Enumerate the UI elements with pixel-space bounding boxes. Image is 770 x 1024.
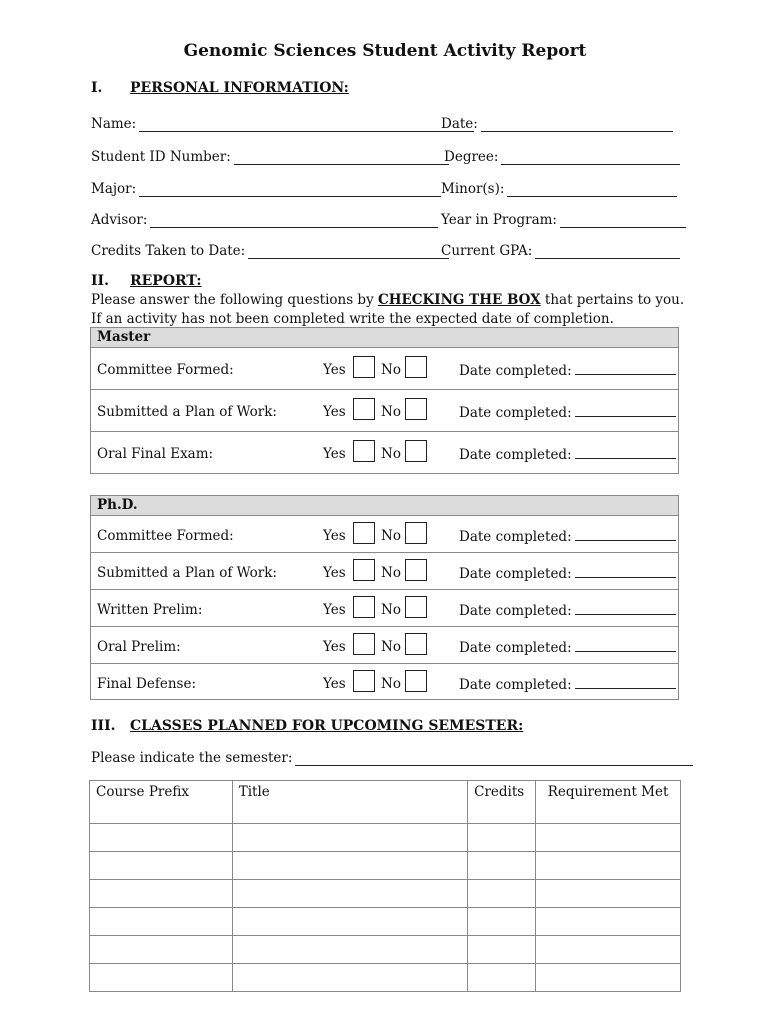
yes-checkbox[interactable]: [353, 596, 375, 618]
course-row: [90, 824, 681, 852]
credits-input-line[interactable]: [248, 245, 449, 259]
course-cell[interactable]: [232, 908, 467, 936]
course-cell[interactable]: [468, 880, 536, 908]
activity-label: Committee Formed:: [97, 527, 234, 544]
course-cell[interactable]: [468, 936, 536, 964]
course-cell[interactable]: [90, 880, 233, 908]
date-completed-field: [459, 528, 676, 545]
degree-label: Degree:: [444, 149, 499, 165]
no-checkbox[interactable]: [405, 440, 427, 462]
course-cell[interactable]: [536, 852, 681, 880]
gpa-field: [441, 243, 680, 259]
gpa-input-line[interactable]: [535, 245, 680, 259]
date-completed-label: Date completed:: [459, 447, 572, 463]
yes-label: Yes: [323, 564, 346, 581]
date-completed-label: Date completed:: [459, 528, 572, 545]
course-cell[interactable]: [536, 880, 681, 908]
yes-label: Yes: [323, 404, 346, 420]
course-cell[interactable]: [468, 824, 536, 852]
date-completed-field: [459, 565, 676, 582]
semester-input-line[interactable]: [295, 752, 693, 766]
advisor-label: Advisor:: [91, 212, 148, 228]
no-checkbox[interactable]: [405, 596, 427, 618]
yes-checkbox[interactable]: [353, 356, 375, 378]
yes-checkbox[interactable]: [353, 670, 375, 692]
date-completed-field: [459, 676, 676, 693]
student-id-input-line[interactable]: [234, 151, 449, 165]
phd-table: [90, 495, 679, 700]
minor-field: [441, 181, 677, 197]
col-requirement-met: Requirement Met: [536, 781, 681, 824]
date-completed-label: Date completed:: [459, 639, 572, 656]
instructions-emphasis: CHECKING THE BOX: [378, 292, 541, 308]
course-cell[interactable]: [90, 964, 233, 992]
yes-checkbox[interactable]: [353, 522, 375, 544]
course-cell[interactable]: [90, 852, 233, 880]
activity-label: Committee Formed:: [97, 362, 234, 378]
page-title: Genomic Sciences Student Activity Report: [183, 41, 587, 61]
yes-label: Yes: [323, 446, 346, 462]
course-row: [90, 964, 681, 992]
date-completed-line[interactable]: [575, 528, 676, 541]
instructions: [91, 291, 691, 329]
no-checkbox[interactable]: [405, 522, 427, 544]
activity-label: Final Defense:: [97, 675, 196, 692]
name-field: [91, 116, 474, 132]
col-title: Title: [232, 781, 467, 824]
yes-label: Yes: [323, 638, 346, 655]
phd-row: [91, 627, 678, 664]
no-label: No: [381, 638, 401, 655]
semester-field: [91, 750, 693, 766]
no-label: No: [381, 601, 401, 618]
section-report: [91, 273, 391, 293]
date-completed-line[interactable]: [575, 676, 676, 689]
course-cell[interactable]: [232, 852, 467, 880]
yes-label: Yes: [323, 675, 346, 692]
section-number: I.: [91, 80, 103, 96]
section-personal-info: [91, 80, 491, 100]
date-completed-field: [459, 602, 676, 619]
credits-label: Credits Taken to Date:: [91, 243, 246, 259]
activity-label: Submitted a Plan of Work:: [97, 404, 277, 420]
phd-row: [91, 553, 678, 590]
date-field: [441, 116, 673, 132]
date-completed-line[interactable]: [575, 446, 676, 459]
date-completed-line[interactable]: [575, 602, 676, 615]
activity-label: Written Prelim:: [97, 601, 203, 618]
date-completed-label: Date completed:: [459, 565, 572, 582]
master-row: [91, 432, 678, 474]
phd-header: Ph.D.: [91, 496, 678, 516]
year-field: [441, 212, 686, 228]
phd-row: [91, 664, 678, 701]
course-row: [90, 852, 681, 880]
no-checkbox[interactable]: [405, 356, 427, 378]
master-row: [91, 390, 678, 432]
date-completed-field: [459, 404, 676, 421]
minor-input-line[interactable]: [507, 183, 677, 197]
date-completed-line[interactable]: [575, 565, 676, 578]
date-completed-label: Date completed:: [459, 363, 572, 379]
major-input-line[interactable]: [139, 183, 441, 197]
yes-checkbox[interactable]: [353, 440, 375, 462]
minor-label: Minor(s):: [441, 181, 505, 197]
course-cell[interactable]: [90, 936, 233, 964]
yes-label: Yes: [323, 527, 346, 544]
no-label: No: [381, 564, 401, 581]
course-cell[interactable]: [232, 824, 467, 852]
yes-checkbox[interactable]: [353, 633, 375, 655]
name-input-line[interactable]: [139, 118, 474, 132]
master-header: Master: [91, 328, 678, 348]
course-cell[interactable]: [536, 908, 681, 936]
activity-label: Oral Prelim:: [97, 638, 181, 655]
semester-label: Please indicate the semester:: [91, 750, 293, 766]
col-course-prefix: Course Prefix: [90, 781, 233, 824]
no-label: No: [381, 404, 401, 420]
date-completed-label: Date completed:: [459, 405, 572, 421]
col-credits: Credits: [468, 781, 536, 824]
yes-label: Yes: [323, 362, 346, 378]
section-heading: CLASSES PLANNED FOR UPCOMING SEMESTER:: [130, 718, 524, 734]
course-row: [90, 936, 681, 964]
no-label: No: [381, 362, 401, 378]
section-number: II.: [91, 273, 109, 289]
date-input-line[interactable]: [481, 118, 673, 132]
date-completed-field: [459, 362, 676, 379]
advisor-field: [91, 212, 438, 228]
student-id-label: Student ID Number:: [91, 149, 231, 165]
course-cell[interactable]: [468, 852, 536, 880]
year-label: Year in Program:: [441, 212, 557, 228]
section-classes: [91, 718, 591, 738]
degree-input-line[interactable]: [501, 151, 680, 165]
course-cell[interactable]: [90, 908, 233, 936]
advisor-input-line[interactable]: [150, 214, 438, 228]
master-table: [90, 327, 679, 474]
section-heading: REPORT:: [130, 273, 202, 289]
section-heading: PERSONAL INFORMATION:: [130, 80, 349, 96]
date-completed-line[interactable]: [575, 639, 676, 652]
course-cell[interactable]: [232, 880, 467, 908]
phd-row: [91, 590, 678, 627]
course-cell[interactable]: [232, 964, 467, 992]
no-checkbox[interactable]: [405, 633, 427, 655]
student-id-field: [91, 149, 449, 165]
no-label: No: [381, 675, 401, 692]
date-completed-line[interactable]: [575, 404, 676, 417]
date-completed-field: [459, 639, 676, 656]
course-row: [90, 880, 681, 908]
date-completed-line[interactable]: [575, 362, 676, 375]
yes-label: Yes: [323, 601, 346, 618]
course-cell[interactable]: [536, 824, 681, 852]
course-cell[interactable]: [90, 824, 233, 852]
instructions-text-cont: that pertains to you. If an activity has not been completed write the expected date of completion.: [91, 292, 685, 327]
year-input-line[interactable]: [560, 214, 686, 228]
date-label: Date:: [441, 116, 478, 132]
date-completed-field: [459, 446, 676, 463]
master-row: [91, 348, 678, 390]
date-completed-label: Date completed:: [459, 602, 572, 619]
name-label: Name:: [91, 116, 137, 132]
activity-label: Oral Final Exam:: [97, 446, 214, 462]
yes-checkbox[interactable]: [353, 398, 375, 420]
major-field: [91, 181, 441, 197]
yes-checkbox[interactable]: [353, 559, 375, 581]
gpa-label: Current GPA:: [441, 243, 533, 259]
no-checkbox[interactable]: [405, 398, 427, 420]
no-label: No: [381, 527, 401, 544]
major-label: Major:: [91, 181, 137, 197]
phd-row: [91, 516, 678, 553]
courses-header-row: [90, 781, 681, 824]
no-checkbox[interactable]: [405, 559, 427, 581]
section-number: III.: [91, 718, 116, 734]
no-label: No: [381, 446, 401, 462]
courses-table: [89, 780, 681, 992]
course-cell[interactable]: [536, 964, 681, 992]
course-cell[interactable]: [536, 936, 681, 964]
course-cell[interactable]: [468, 908, 536, 936]
degree-field: [444, 149, 680, 165]
course-cell[interactable]: [232, 936, 467, 964]
no-checkbox[interactable]: [405, 670, 427, 692]
instructions-text: Please answer the following questions by: [91, 292, 378, 308]
date-completed-label: Date completed:: [459, 676, 572, 693]
course-row: [90, 908, 681, 936]
credits-field: [91, 243, 449, 259]
course-cell[interactable]: [468, 964, 536, 992]
activity-label: Submitted a Plan of Work:: [97, 564, 277, 581]
